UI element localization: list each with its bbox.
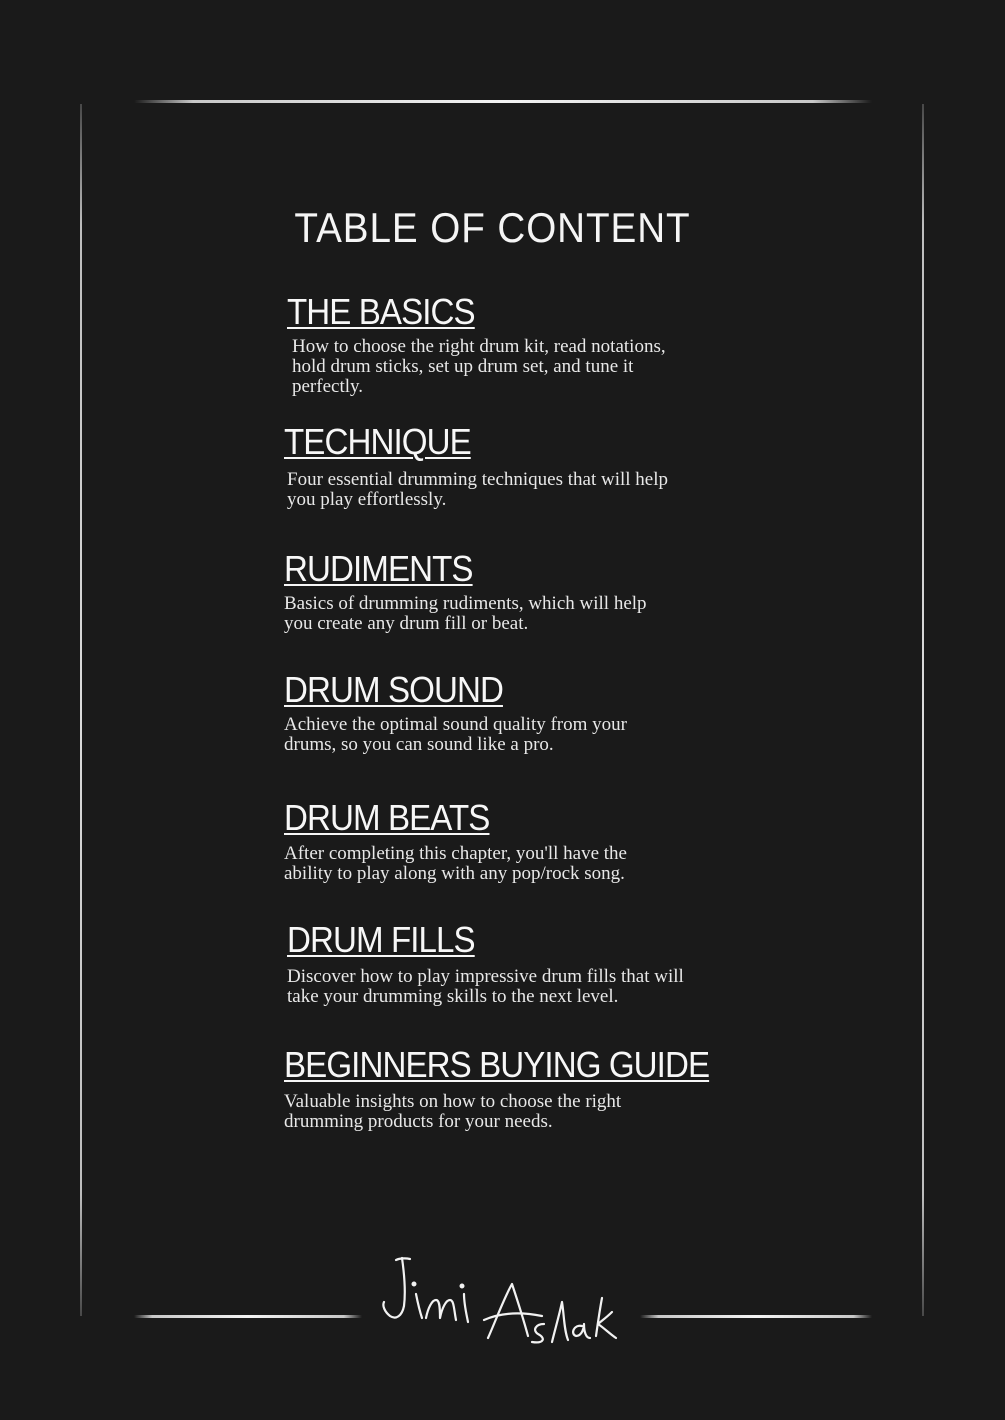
frame-bottom-right-line: [640, 1315, 872, 1318]
section-heading[interactable]: DRUM BEATS: [284, 797, 490, 838]
section-description: Discover how to play impressive drum fills that will take your drumming skills to the next level.: [287, 966, 684, 1007]
frame-bottom-left-line: [134, 1315, 362, 1318]
section-description: How to choose the right drum kit, read notations, hold drum sticks, set up drum set, and tune it perfectly.: [292, 336, 666, 397]
section-heading[interactable]: BEGINNERS BUYING GUIDE: [284, 1044, 710, 1085]
section-description: After completing this chapter, you'll have the ability to play along with any pop/rock song.: [284, 843, 627, 884]
section-heading[interactable]: DRUM SOUND: [284, 669, 503, 710]
section-description: Basics of drumming rudiments, which will help you create any drum fill or beat.: [284, 593, 647, 634]
frame-top-line: [134, 100, 872, 103]
author-signature: [376, 1250, 626, 1350]
frame-right-line: [922, 104, 924, 1316]
section-heading[interactable]: DRUM FILLS: [287, 919, 475, 960]
section-heading[interactable]: TECHNIQUE: [284, 421, 471, 462]
frame-left-line: [80, 104, 82, 1316]
section-description: Valuable insights on how to choose the right drumming products for your needs.: [284, 1091, 622, 1132]
section-heading[interactable]: RUDIMENTS: [284, 548, 473, 589]
section-description: Four essential drumming techniques that will help you play effortlessly.: [287, 469, 668, 510]
page-title: TABLE OF CONTENT: [294, 204, 691, 252]
section-heading[interactable]: THE BASICS: [287, 291, 475, 332]
section-description: Achieve the optimal sound quality from your drums, so you can sound like a pro.: [284, 714, 627, 755]
